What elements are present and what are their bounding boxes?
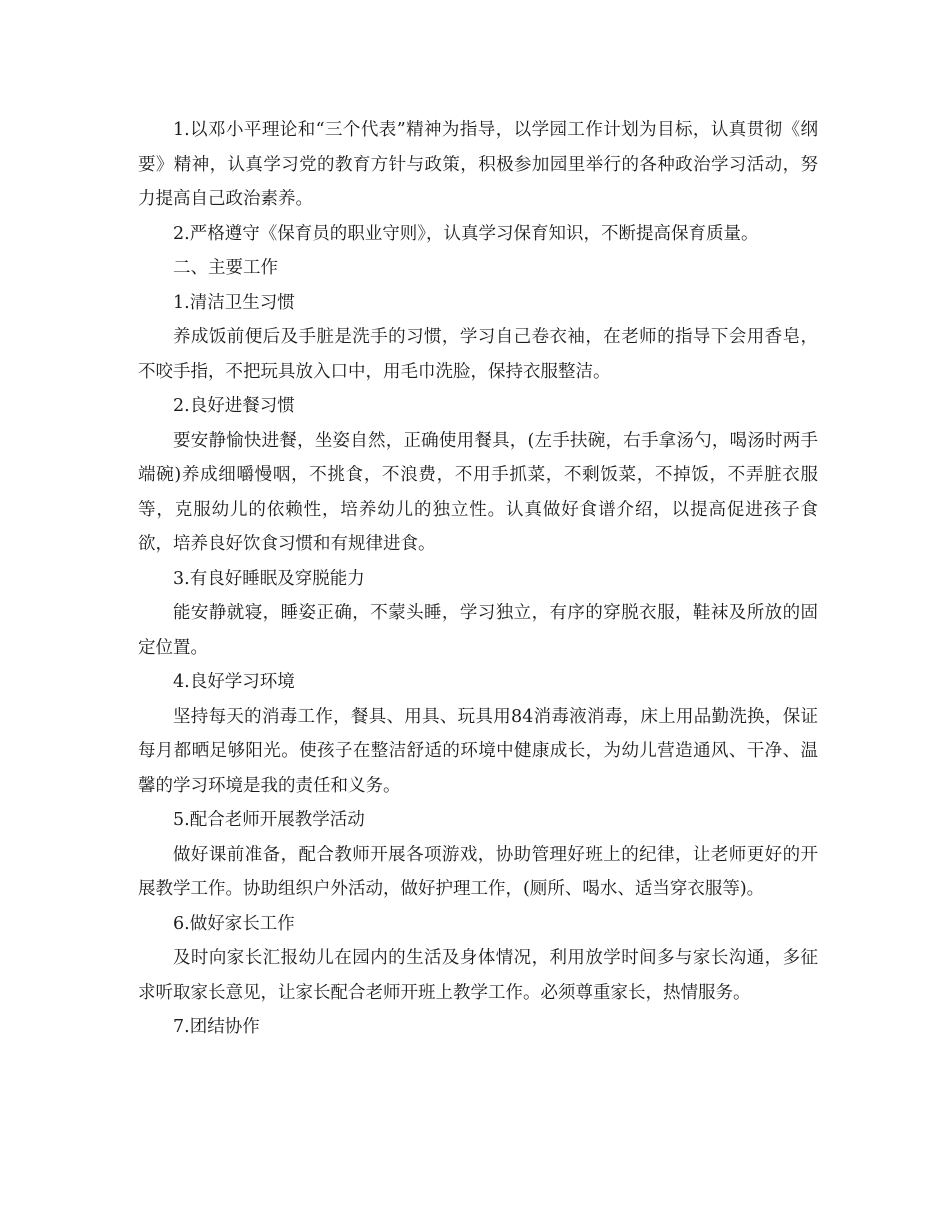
subheading-parent-work: 6.做好家长工作 [173,913,295,934]
subheading-eating-habits: 2.良好进餐习惯 [173,396,295,416]
paragraph-code-of-conduct: 2.严格遵守《保育员的职业守则》，认真学习保育知识，不断提高保育质量。 [173,223,759,244]
paragraph-sleep-dressing: 能安静就寝，睡姿正确，不蒙头睡，学习独立，有序的穿脱衣服，鞋袜及所放的固定位置。 [138,603,818,658]
paragraph-teaching-support: 做好课前准备，配合教师开展各项游戏，协助管理好班上的纪律，让老师更好的开展教学工作。协助组织户外活动，做好护理工作，(厕所、喝水、适当穿衣服等)。 [138,844,818,899]
paragraph-parent-work: 及时向家长汇报幼儿在园内的生活及身体情况，利用放学时间多与家长沟通，多征求听取家长意见，让家长配合老师开班上教学工作。必须尊重家长，热情服务。 [138,948,818,1003]
paragraph-eating-habits: 要安静愉快进餐，坐姿自然，正确使用餐具，(左手扶碗，右手拿汤勺，喝汤时两手端碗)养成细嚼慢咽，不挑食，不浪费，不用手抓菜，不剩饭菜，不掉饭，不弄脏衣服等，克服幼儿的依赖性，培养幼儿的独立性。认真做好食谱介绍，以提高促进孩子食欲，培养良好饮食习惯和有规律进食。 [138,430,818,554]
subheading-sleep-dressing: 3.有良好睡眠及穿脱能力 [173,568,365,589]
paragraph-hygiene-habits: 养成饭前便后及手脏是洗手的习惯，学习自己卷衣袖，在老师的指导下会用香皂，不咬手指，不把玩具放入口中，用毛巾洗脸，保持衣服整洁。 [138,327,818,382]
subheading-teaching-support: 5.配合老师开展教学活动 [173,810,365,830]
paragraph-political-study: 1.以邓小平理论和“三个代表”精神为指导，以学园工作计划为目标，认真贯彻《纲要》精神，认真学习党的教育方针与政策，积极参加园里举行的各种政治学习活动，努力提高自己政治素养。 [138,120,818,209]
subheading-teamwork: 7.团结协作 [173,1017,260,1037]
subheading-hygiene-habits: 1.清洁卫生习惯 [173,292,295,313]
subheading-learning-environment: 4.良好学习环境 [173,672,295,692]
document-body [138,113,818,1045]
paragraph-learning-environment: 坚持每天的消毒工作，餐具、用具、玩具用84消毒液消毒，床上用品勤洗换，保证每月都晒足够阳光。使孩子在整洁舒适的环境中健康成长，为幼儿营造通风、干净、温馨的学习环境是我的责任和义务。 [138,706,818,796]
section-heading-main-work: 二、主要工作 [173,258,278,278]
